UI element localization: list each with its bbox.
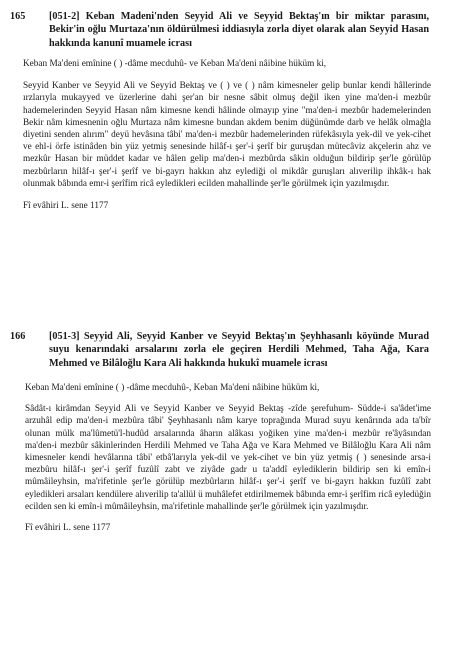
document-entry-166 [0,330,453,534]
body-text: Sâdât-ı kirâmdan Seyyid Ali ve Seyyid Kanber ve Seyyid Bektaş -zîde şerefuhum- Südde-i sa'âdet'ime arzuhâl edip ma'den-i mezbûra tâbi' Şeyhhasanlı nâm karye toprağında Murad suyu kenârında ada ta'bîr olunan mülk ma'lûmetü'l-hudûd arsalarında âharın alâkası yoğiken yine ma'den-i mezbûr re'âyâsından ma'den-i mezbûr sâkinlerinden Herdili Mehmed ve Taha Ağa ve Kara Mehmed ve Bilâloğlu Kara Ali nâm kimesneler kendi hevâlarına tâbi' etbâ'larıyla yek-dil ve yek-cihet ve bin yüz yetmiş ( ) senesinde arsa-i mezbûru hilâf-ı şer'-i şerîf fuzûlî zabt ve ziyâde gadr u ta'addî eylediklerin bildirip sen ki emîn-i mûmâileyhsin, ma'rifetinle şer'le görülüp mezbûrların hilâf-ı şer'-i şerîf ve bi-gayrı hakkın fuzûlî zabt eyledikleri arsaları kendülere alıverilip ta'allül ü muhâlefet etdirilmemek bâbında emr-i şerîfim ricâ eyledüğin ecilden sen ki emîn-i mûmâileyhsin, ma'rifetinle mahallinde şer'le görülmek için yazılmışdır. [25,404,431,512]
entry-number: 165 [10,11,26,22]
entry-title: [051-2] Keban Madeni'nden Seyyid Ali ve Seyyid Bektaş'ın bir miktar parasını, Bekir'in oğlu Murtaza'nın öldürülmesi iddiasıyla zorla diyet olarak alan Seyyid Hasan hakkında kanunî muamele icrası [49,11,429,49]
date-line: Fî evâhiri L. sene 1177 [25,522,111,533]
address-line: Keban Ma'deni emînine ( ) -dâme mecduhû-, Keban Ma'deni nâibine hüküm ki, [25,382,320,393]
document-entry-165 [0,10,453,212]
entry-number: 166 [10,331,26,342]
address-line: Keban Ma'deni emînine ( ) -dâme mecduhû- ve Keban Ma'deni nâibine hüküm ki, [23,58,327,69]
body-text: Seyyid Kanber ve Seyyid Ali ve Seyyid Bektaş ve ( ) ve ( ) nâm kimesneler gelip bunlar kendi hâllerinde ırzlarıyla mukayyed ve üzerlerine dahi şer'an bir nesne sâbit olmuş değil iken yine ma'den-i mezbûr hademelerinden Seyyid Hasan nâm kimesne kendi hâlinde olmayıp yine "ma'den-i mezbûr hademelerinden Bekir nâm kimesnenin oğlu Murtaza nâm kimesne bundan akdem benim düğünümde darb ve helâk olmağla diyetini senden alırım" deyü hevâsına tâbi' ma'den-i mezbûr hademelerinden rüfekâsıyla yek-dil ve yek-cihet ve ehl-i örfe istinâden bin yüz yetmiş senesinde hilâf-ı şer'-i şerîf bir guruşdan mütecâviz akçelerin ahz ve mezkûr Hasan bir müddet kadar ve hâlen gelip ma'den-i mezbûrda sâkin olduğun bildirip şer'le görülüp mezbûrların hilâf-ı şer'-i şerîf ve bi-gayrı hakkın ahz eylediği ol mikdâr guruşları alıverilip ihkâk-ı hak olunmak bâbında emr-i şerîfim ricâ eyledikleri ecilden mahallinde şer'le görülmek için yazılmışdır. [23,81,431,189]
entry-heading [10,10,429,50]
entry-body [23,58,431,212]
entry-title: [051-3] Seyyid Ali, Seyyid Kanber ve Seyyid Bektaş'ın Şeyhhasanlı köyünde Murad suyu kenarındaki arsalarını zorla ele geçiren Herdili Mehmed, Taha Ağa, Kara Mehmed ve Bilâloğlu Kara Ali hakkında hukukî muamele icrası [49,331,429,369]
date-line: Fî evâhiri L. sene 1177 [23,200,109,211]
entry-heading [10,330,429,370]
entry-body [25,382,431,534]
